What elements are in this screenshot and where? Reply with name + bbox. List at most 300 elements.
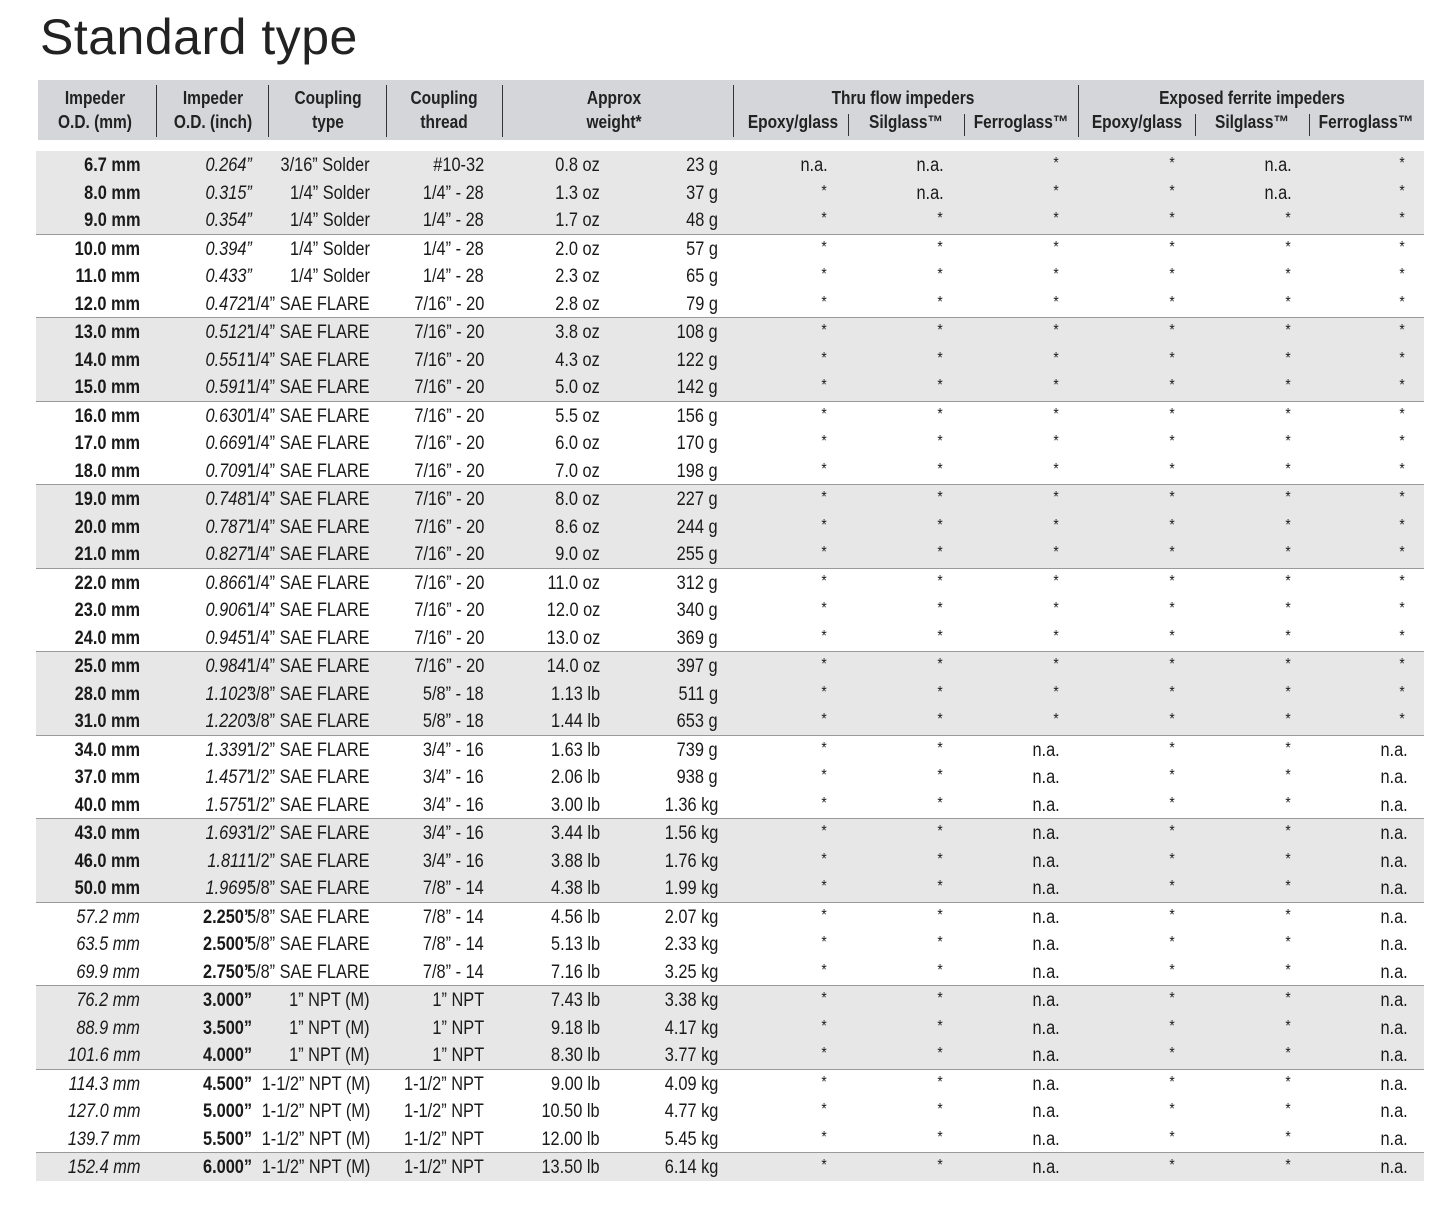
cell-availability: * xyxy=(1169,572,1175,590)
cell-availability: n.a. xyxy=(1032,934,1060,955)
cell-availability: * xyxy=(1053,377,1059,394)
cell-weight-oz: 3.44 lb xyxy=(550,823,600,844)
cell-availability: * xyxy=(1053,349,1059,367)
cell-availability: * xyxy=(1399,182,1405,200)
cell-availability: * xyxy=(1169,627,1175,645)
cell-availability: * xyxy=(1053,683,1059,701)
cell-coupling-type: 1/2” SAE FLARE xyxy=(247,850,370,872)
cell-availability: * xyxy=(821,349,827,367)
cell-weight-oz: 1.3 oz xyxy=(555,182,600,204)
cell-weight-oz: 4.38 lb xyxy=(550,878,600,899)
cell-availability: * xyxy=(1285,823,1291,840)
cell-availability: * xyxy=(821,489,827,506)
cell-availability: * xyxy=(1285,990,1291,1007)
cell-weight-g: 4.77 kg xyxy=(664,1101,718,1122)
cell-od-mm: 50.0 mm xyxy=(74,878,140,899)
cell-weight-oz: 1.13 lb xyxy=(550,683,600,705)
cell-availability: n.a. xyxy=(1380,794,1408,816)
cell-od-inch: 4.000” xyxy=(202,1045,252,1066)
cell-weight-g: 23 g xyxy=(686,155,718,176)
cell-coupling-type: 1/2” SAE FLARE xyxy=(247,767,370,788)
cell-weight-g: 369 g xyxy=(677,627,718,649)
cell-availability: * xyxy=(1053,433,1059,450)
header-coupling-thread xyxy=(401,86,487,134)
cell-availability: * xyxy=(821,572,827,590)
cell-weight-g: 2.07 kg xyxy=(664,906,718,928)
cell-weight-oz: 2.3 oz xyxy=(555,266,600,287)
cell-availability: n.a. xyxy=(1380,906,1408,928)
cell-availability: * xyxy=(937,1157,943,1174)
cell-availability: n.a. xyxy=(1264,182,1292,204)
cell-availability: n.a. xyxy=(1380,823,1408,844)
header-thru-flow-group: Thru flow impeders xyxy=(831,88,975,108)
cell-coupling-type: 1/4” SAE FLARE xyxy=(247,544,370,565)
cell-availability: * xyxy=(821,823,827,840)
cell-availability: n.a. xyxy=(1032,961,1060,983)
cell-coupling-type: 1/2” SAE FLARE xyxy=(247,823,370,844)
cell-coupling-type: 1/4” SAE FLARE xyxy=(247,572,370,594)
cell-availability: n.a. xyxy=(800,155,828,176)
cell-availability: n.a. xyxy=(1264,155,1292,176)
cell-availability: n.a. xyxy=(1380,961,1408,983)
cell-weight-g: 3.25 kg xyxy=(664,961,718,983)
header-coupling-type-line2: type xyxy=(312,112,344,132)
cell-weight-oz: 12.00 lb xyxy=(541,1128,600,1150)
cell-weight-oz: 9.0 oz xyxy=(555,544,600,565)
cell-availability: * xyxy=(937,377,943,394)
cell-availability: * xyxy=(1285,460,1291,478)
cell-weight-g: 397 g xyxy=(677,656,718,677)
cell-availability: * xyxy=(1169,683,1175,701)
cell-coupling-thread: 1/4” - 28 xyxy=(423,210,484,231)
cell-availability: * xyxy=(1053,489,1059,506)
cell-availability: * xyxy=(1399,155,1405,172)
cell-od-inch: 3.000” xyxy=(202,990,252,1011)
cell-od-mm: 25.0 mm xyxy=(74,656,140,677)
table-row xyxy=(36,513,1424,541)
table-row xyxy=(36,1097,1424,1125)
cell-availability: n.a. xyxy=(1032,1017,1060,1039)
table-row xyxy=(36,290,1424,318)
cell-weight-g: 48 g xyxy=(686,210,718,231)
cell-availability: * xyxy=(937,600,943,617)
cell-weight-oz: 6.0 oz xyxy=(555,433,600,454)
cell-availability: * xyxy=(1053,405,1059,423)
cell-coupling-type: 3/8” SAE FLARE xyxy=(247,711,370,732)
cell-od-mm: 11.0 mm xyxy=(75,266,140,287)
header-sub-epoxy-exposed: Epoxy/glass xyxy=(1091,112,1183,132)
table-row xyxy=(36,1069,1424,1098)
header-divider xyxy=(848,114,849,136)
cell-od-mm: 63.5 mm xyxy=(76,934,140,955)
cell-weight-oz: 7.16 lb xyxy=(550,961,600,983)
cell-od-mm: 14.0 mm xyxy=(74,349,140,371)
cell-od-mm: 6.7 mm xyxy=(83,155,140,176)
table-row xyxy=(36,401,1424,430)
header-coupling-type xyxy=(285,86,371,134)
cell-availability: * xyxy=(1169,1101,1175,1118)
cell-od-mm: 37.0 mm xyxy=(74,767,140,788)
cell-availability: * xyxy=(821,210,827,227)
cell-weight-g: 4.09 kg xyxy=(664,1073,718,1095)
table-row xyxy=(36,847,1424,875)
cell-availability: * xyxy=(821,377,827,394)
cell-weight-g: 312 g xyxy=(677,572,718,594)
cell-availability: * xyxy=(1169,878,1175,895)
cell-coupling-type: 5/8” SAE FLARE xyxy=(247,934,370,955)
cell-availability: * xyxy=(821,1157,827,1174)
table-row xyxy=(36,262,1424,290)
table-body xyxy=(36,151,1424,1181)
cell-coupling-thread: 7/8” - 14 xyxy=(423,906,484,928)
cell-weight-oz: 3.00 lb xyxy=(550,794,600,816)
table-row xyxy=(36,179,1424,207)
cell-availability: * xyxy=(1169,1128,1175,1146)
cell-coupling-type: 1” NPT (M) xyxy=(289,1017,370,1039)
cell-weight-oz: 10.50 lb xyxy=(541,1101,600,1122)
cell-od-inch: 0.394” xyxy=(205,238,252,260)
cell-od-inch: 0.866” xyxy=(205,572,252,594)
cell-od-mm: 18.0 mm xyxy=(74,460,140,482)
table-header xyxy=(38,80,1424,140)
cell-availability: * xyxy=(1169,322,1175,339)
cell-availability: * xyxy=(821,322,827,339)
cell-weight-oz: 14.0 oz xyxy=(546,656,600,677)
table-row xyxy=(36,484,1424,513)
cell-od-inch: 0.827” xyxy=(205,544,252,565)
cell-od-mm: 31.0 mm xyxy=(74,711,140,732)
cell-od-mm: 69.9 mm xyxy=(76,961,140,983)
cell-availability: * xyxy=(1169,516,1175,534)
cell-od-mm: 46.0 mm xyxy=(74,850,140,872)
cell-availability: n.a. xyxy=(1032,1128,1060,1150)
cell-od-inch: 5.000” xyxy=(202,1101,252,1122)
cell-coupling-thread: 7/8” - 14 xyxy=(423,934,484,955)
page-title: Standard type xyxy=(40,9,358,65)
cell-od-inch: 0.512” xyxy=(205,322,252,343)
cell-weight-g: 65 g xyxy=(686,266,718,287)
cell-od-mm: 101.6 mm xyxy=(67,1045,140,1066)
table-row xyxy=(36,151,1424,179)
header-od-inch-line2: O.D. (inch) xyxy=(173,112,253,132)
cell-availability: * xyxy=(1053,155,1059,172)
cell-od-inch: 1.575” xyxy=(205,794,252,816)
table-row xyxy=(36,874,1424,902)
cell-availability: * xyxy=(1399,266,1405,283)
cell-weight-g: 1.76 kg xyxy=(664,850,718,872)
cell-availability: * xyxy=(1053,516,1059,534)
table-row xyxy=(36,457,1424,485)
header-od-mm xyxy=(53,86,137,134)
cell-od-mm: 9.0 mm xyxy=(83,210,140,231)
cell-availability: * xyxy=(937,322,943,339)
cell-availability: n.a. xyxy=(1380,767,1408,788)
cell-availability: * xyxy=(937,878,943,895)
cell-coupling-thread: 7/16” - 20 xyxy=(414,433,484,454)
cell-availability: * xyxy=(1169,544,1175,561)
cell-coupling-thread: 1” NPT xyxy=(432,990,484,1011)
cell-availability: * xyxy=(1169,349,1175,367)
header-divider xyxy=(268,85,269,137)
cell-availability: * xyxy=(1169,405,1175,423)
cell-coupling-type: 1/4” SAE FLARE xyxy=(247,656,370,677)
cell-availability: * xyxy=(1285,850,1291,868)
cell-od-inch: 1.220” xyxy=(205,711,252,732)
cell-coupling-type: 1/4” SAE FLARE xyxy=(247,460,370,482)
cell-availability: n.a. xyxy=(916,182,944,204)
cell-weight-g: 4.17 kg xyxy=(664,1017,718,1039)
header-divider xyxy=(1309,114,1310,136)
cell-availability: * xyxy=(821,767,827,784)
cell-coupling-thread: 7/16” - 20 xyxy=(414,322,484,343)
cell-weight-oz: 13.0 oz xyxy=(546,627,600,649)
cell-availability: * xyxy=(1399,656,1405,673)
cell-coupling-type: 1/4” SAE FLARE xyxy=(247,627,370,649)
cell-availability: * xyxy=(1399,627,1405,645)
cell-availability: * xyxy=(821,906,827,924)
cell-od-inch: 2.750” xyxy=(202,961,252,983)
cell-availability: * xyxy=(1285,656,1291,673)
cell-availability: * xyxy=(937,489,943,506)
cell-od-mm: 10.0 mm xyxy=(74,238,140,260)
cell-availability: * xyxy=(1169,990,1175,1007)
cell-weight-oz: 2.0 oz xyxy=(555,238,600,260)
cell-availability: * xyxy=(937,460,943,478)
cell-availability: * xyxy=(1285,739,1291,757)
cell-weight-g: 122 g xyxy=(677,349,718,371)
cell-availability: * xyxy=(937,1101,943,1118)
cell-availability: * xyxy=(1285,1157,1291,1174)
cell-od-inch: 0.472” xyxy=(205,293,252,315)
header-exposed-group: Exposed ferrite impeders xyxy=(1159,88,1345,108)
cell-availability: * xyxy=(1285,767,1291,784)
cell-availability: n.a. xyxy=(1380,878,1408,899)
table-row xyxy=(36,680,1424,708)
cell-coupling-type: 1/4” Solder xyxy=(290,182,370,204)
cell-coupling-thread: 7/16” - 20 xyxy=(414,627,484,649)
cell-availability: * xyxy=(937,544,943,561)
cell-coupling-thread: 1-1/2” NPT xyxy=(404,1101,484,1122)
cell-weight-oz: 1.7 oz xyxy=(555,210,600,231)
cell-weight-g: 5.45 kg xyxy=(664,1128,718,1150)
cell-coupling-thread: 3/4” - 16 xyxy=(423,850,484,872)
cell-od-mm: 16.0 mm xyxy=(74,405,140,427)
cell-availability: * xyxy=(1399,293,1405,311)
cell-availability: * xyxy=(1169,1157,1175,1174)
cell-weight-oz: 8.6 oz xyxy=(555,516,600,538)
cell-availability: * xyxy=(1399,683,1405,701)
cell-availability: * xyxy=(1285,627,1291,645)
cell-weight-oz: 2.8 oz xyxy=(555,293,600,315)
cell-coupling-thread: 1-1/2” NPT xyxy=(404,1073,484,1095)
cell-availability: n.a. xyxy=(1380,1073,1408,1095)
cell-availability: n.a. xyxy=(1032,1045,1060,1066)
cell-availability: * xyxy=(821,850,827,868)
cell-availability: n.a. xyxy=(1380,990,1408,1011)
cell-availability: * xyxy=(821,182,827,200)
cell-availability: * xyxy=(821,1128,827,1146)
cell-availability: * xyxy=(937,850,943,868)
cell-weight-oz: 4.56 lb xyxy=(550,906,600,928)
cell-od-inch: 1.339” xyxy=(205,739,252,761)
cell-od-mm: 17.0 mm xyxy=(74,433,140,454)
cell-availability: n.a. xyxy=(1380,1017,1408,1039)
table-row xyxy=(36,1152,1424,1181)
cell-coupling-thread: 1” NPT xyxy=(432,1017,484,1039)
cell-od-inch: 0.315” xyxy=(205,182,252,204)
cell-coupling-type: 1” NPT (M) xyxy=(289,990,370,1011)
cell-availability: n.a. xyxy=(1380,1101,1408,1122)
cell-availability: n.a. xyxy=(916,155,944,176)
cell-availability: * xyxy=(1053,293,1059,311)
cell-coupling-type: 1/4” SAE FLARE xyxy=(247,377,370,398)
cell-coupling-thread: 1/4” - 28 xyxy=(423,182,484,204)
cell-availability: n.a. xyxy=(1032,767,1060,788)
cell-coupling-type: 1/4” SAE FLARE xyxy=(247,489,370,510)
cell-od-inch: 0.984” xyxy=(205,656,252,677)
cell-od-inch: 6.000” xyxy=(202,1157,252,1178)
cell-coupling-thread: 1/4” - 28 xyxy=(423,238,484,260)
cell-weight-g: 79 g xyxy=(686,293,718,315)
cell-od-inch: 1.102” xyxy=(205,683,252,705)
cell-coupling-thread: 1-1/2” NPT xyxy=(404,1128,484,1150)
cell-availability: * xyxy=(1169,182,1175,200)
cell-od-inch: 0.945” xyxy=(205,627,252,649)
cell-availability: * xyxy=(821,238,827,256)
cell-coupling-thread: 7/16” - 20 xyxy=(414,656,484,677)
table-row xyxy=(36,346,1424,374)
cell-od-inch: 0.630” xyxy=(205,405,252,427)
cell-coupling-type: 1-1/2” NPT (M) xyxy=(261,1073,370,1095)
cell-availability: * xyxy=(821,293,827,311)
cell-availability: * xyxy=(821,1045,827,1062)
cell-od-inch: 0.591” xyxy=(205,377,252,398)
cell-availability: * xyxy=(1053,711,1059,728)
cell-weight-g: 255 g xyxy=(677,544,718,565)
header-sub-silglass-thru: Silglass™ xyxy=(868,112,943,132)
cell-coupling-type: 1/4” SAE FLARE xyxy=(247,322,370,343)
cell-availability: * xyxy=(1169,906,1175,924)
cell-availability: n.a. xyxy=(1032,823,1060,844)
cell-coupling-type: 1” NPT (M) xyxy=(289,1045,370,1066)
header-divider xyxy=(733,85,734,137)
cell-availability: * xyxy=(937,767,943,784)
cell-availability: * xyxy=(1285,377,1291,394)
cell-coupling-type: 1/4” Solder xyxy=(290,238,370,260)
cell-weight-oz: 8.30 lb xyxy=(550,1045,600,1066)
cell-availability: * xyxy=(1285,711,1291,728)
cell-weight-oz: 3.8 oz xyxy=(555,322,600,343)
cell-availability: * xyxy=(1399,489,1405,506)
cell-availability: * xyxy=(1285,906,1291,924)
header-od-mm-line2: O.D. (mm) xyxy=(58,112,132,132)
cell-availability: n.a. xyxy=(1380,739,1408,761)
cell-availability: * xyxy=(937,711,943,728)
cell-availability: * xyxy=(1169,293,1175,311)
cell-availability: * xyxy=(821,711,827,728)
cell-availability: * xyxy=(821,961,827,979)
cell-availability: * xyxy=(937,990,943,1007)
cell-coupling-type: 1/4” SAE FLARE xyxy=(247,600,370,621)
cell-coupling-thread: 3/4” - 16 xyxy=(423,767,484,788)
cell-coupling-type: 1/4” Solder xyxy=(290,210,370,231)
cell-availability: * xyxy=(1169,961,1175,979)
cell-od-mm: 57.2 mm xyxy=(76,906,140,928)
cell-weight-oz: 5.13 lb xyxy=(550,934,600,955)
cell-availability: * xyxy=(1285,878,1291,895)
table-row xyxy=(36,624,1424,652)
cell-coupling-thread: 7/16” - 20 xyxy=(414,544,484,565)
cell-od-mm: 139.7 mm xyxy=(67,1128,140,1150)
cell-weight-oz: 5.0 oz xyxy=(555,377,600,398)
cell-availability: n.a. xyxy=(1032,794,1060,816)
cell-availability: * xyxy=(937,1128,943,1146)
cell-availability: * xyxy=(1285,683,1291,701)
cell-availability: * xyxy=(821,405,827,423)
cell-coupling-thread: 7/16” - 20 xyxy=(414,460,484,482)
cell-coupling-type: 1-1/2” NPT (M) xyxy=(261,1128,370,1150)
cell-availability: n.a. xyxy=(1032,850,1060,872)
cell-availability: * xyxy=(937,1045,943,1062)
header-divider xyxy=(1195,114,1196,136)
cell-availability: * xyxy=(1399,460,1405,478)
cell-coupling-thread: 3/4” - 16 xyxy=(423,739,484,761)
table-row xyxy=(36,958,1424,986)
cell-weight-g: 340 g xyxy=(677,600,718,621)
cell-coupling-thread: 3/4” - 16 xyxy=(423,823,484,844)
cell-coupling-type: 1/2” SAE FLARE xyxy=(247,739,370,761)
cell-od-mm: 22.0 mm xyxy=(74,572,140,594)
cell-availability: * xyxy=(1285,600,1291,617)
cell-availability: * xyxy=(1285,572,1291,590)
cell-availability: * xyxy=(1399,210,1405,227)
cell-availability: * xyxy=(821,656,827,673)
cell-weight-oz: 7.43 lb xyxy=(550,990,600,1011)
cell-availability: n.a. xyxy=(1380,1157,1408,1178)
table-row xyxy=(36,429,1424,457)
cell-od-mm: 76.2 mm xyxy=(76,990,140,1011)
cell-coupling-thread: 7/16” - 20 xyxy=(414,600,484,621)
cell-od-mm: 20.0 mm xyxy=(74,516,140,538)
cell-od-mm: 12.0 mm xyxy=(74,293,140,315)
cell-availability: * xyxy=(1053,322,1059,339)
header-weight-line1: Approx xyxy=(586,88,642,108)
header-od-inch xyxy=(171,86,255,134)
cell-availability: * xyxy=(1169,739,1175,757)
cell-availability: * xyxy=(1399,516,1405,534)
cell-availability: n.a. xyxy=(1032,1073,1060,1095)
table-row xyxy=(36,373,1424,401)
cell-od-mm: 114.3 mm xyxy=(68,1073,140,1095)
cell-availability: * xyxy=(1285,934,1291,951)
table-row xyxy=(36,985,1424,1014)
cell-coupling-type: 1-1/2” NPT (M) xyxy=(261,1157,370,1178)
cell-availability: * xyxy=(1169,600,1175,617)
cell-coupling-type: 3/8” SAE FLARE xyxy=(247,683,370,705)
cell-availability: * xyxy=(1285,210,1291,227)
cell-weight-oz: 11.0 oz xyxy=(547,572,600,594)
cell-availability: * xyxy=(937,683,943,701)
cell-availability: n.a. xyxy=(1032,906,1060,928)
cell-availability: * xyxy=(937,349,943,367)
cell-availability: * xyxy=(937,238,943,256)
cell-availability: * xyxy=(1053,266,1059,283)
cell-coupling-type: 5/8” SAE FLARE xyxy=(247,878,370,899)
cell-availability: * xyxy=(1399,405,1405,423)
cell-weight-oz: 0.8 oz xyxy=(555,155,600,176)
cell-weight-g: 1.56 kg xyxy=(664,823,718,844)
header-sub-epoxy-thru: Epoxy/glass xyxy=(747,112,839,132)
